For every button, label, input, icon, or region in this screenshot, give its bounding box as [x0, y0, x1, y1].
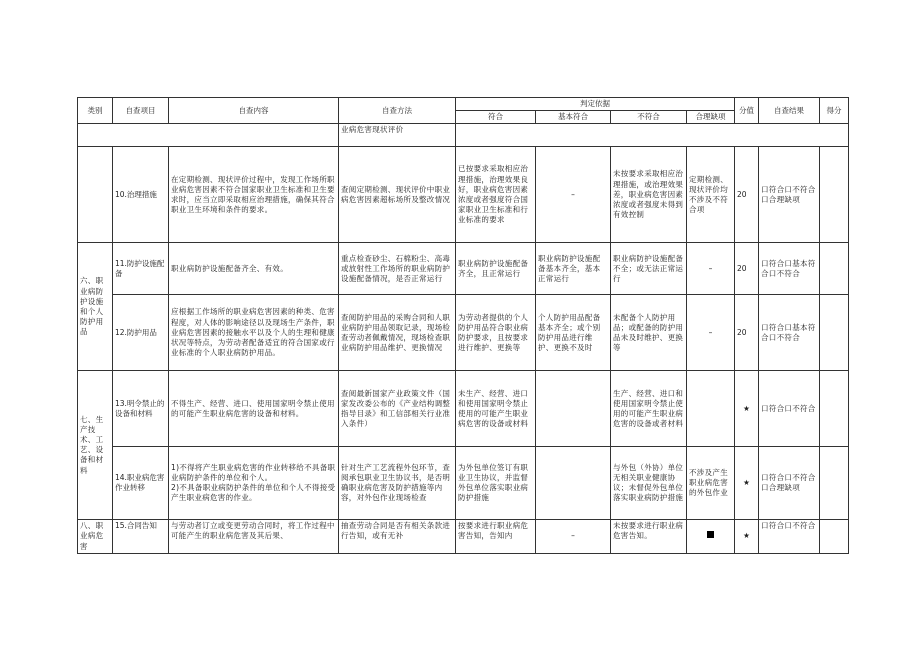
- self-inspection-table: [77, 97, 849, 554]
- row-nonconform: 职业病防护设施配备不全；或无法正常运行: [611, 243, 687, 295]
- row-item: 15.合同告知: [113, 520, 169, 553]
- row-points: [820, 371, 849, 447]
- header-reasonable-missing: 合理缺项: [687, 111, 735, 124]
- header-category: 类别: [78, 98, 113, 124]
- row-method: 重点检查砂尘、石棉粉尘、高毒或放射性工作场所的职业病防护设施配备情况，是否正常运行: [339, 243, 456, 295]
- row-reasonable-missing: [687, 371, 735, 447]
- row-reasonable-missing: –: [687, 243, 735, 295]
- row-method: 查阅防护用品的采购合同和人职业病防护用品领取记录，现场检查劳动者佩戴情况，现场检查职业病防护用品维护、更换情况: [339, 295, 456, 371]
- continuation-blank-right: [456, 124, 849, 147]
- row-content: 与劳动者订立或变更劳动合同时，将工作过程中可能产生的职业病危害及其后果、: [169, 520, 339, 553]
- header-conform: 符合: [456, 111, 536, 124]
- row-nonconform: 与外包（外协）单位无相关职业健康协议；未督促外包单位落实职业病防护措施: [611, 447, 687, 520]
- row-nonconform: 未配备个人防护用品；或配备的防护用品未及时维护、更换等: [611, 295, 687, 371]
- row-points: [820, 243, 849, 295]
- row-content: 不得生产、经营、进口、使用国家明令禁止使用的可能产生职业病危害的设备和材料。: [169, 371, 339, 447]
- row-item: 14.职业病危害作业转移: [113, 447, 169, 520]
- header-score: 分值: [735, 98, 759, 124]
- black-square-mark: [707, 531, 714, 538]
- row-conform: 按要求进行职业病危害告知，告知内: [456, 520, 536, 553]
- row-content: [169, 447, 339, 520]
- row-result: 口符合口基本符合口不符合: [759, 295, 820, 371]
- row-item: 12.防护用品: [113, 295, 169, 371]
- row-content: 职业病防护设施配备齐全、有效。: [169, 243, 339, 295]
- category-cell-empty: [78, 147, 113, 243]
- row-score: 20: [735, 295, 759, 371]
- row-points: [820, 520, 849, 553]
- row-reasonable-missing: 定期检测、现状评价均不涉及不符合项: [687, 147, 735, 243]
- table-row: [78, 447, 849, 520]
- row-basic-conform: [536, 371, 611, 447]
- header-nonconform: 不符合: [611, 111, 687, 124]
- row-nonconform: 未按要求进行职业病危害告知。: [611, 520, 687, 553]
- row-basic-conform: 职业病防护设施配备基本齐全，基本正常运行: [536, 243, 611, 295]
- row-score: 20: [735, 147, 759, 243]
- continuation-blank: [78, 124, 339, 147]
- row-conform: 职业病防护设施配备齐全，且正常运行: [456, 243, 536, 295]
- row-result: 口符合口基本符合口不符合: [759, 243, 820, 295]
- row-score: 20: [735, 243, 759, 295]
- row-points: [820, 295, 849, 371]
- row-basic-conform: –: [536, 520, 611, 553]
- row-reasonable-missing: 不涉及产生职业病危害的外包作业: [687, 447, 735, 520]
- table-row: [78, 371, 849, 447]
- row-result: 口符合口不符合口合理缺项: [759, 147, 820, 243]
- row-method: 查阅最新国家产业政策文件（国家发改委公布的《产业结构调整指导目录》和工信部相关行业准入条件）: [339, 371, 456, 447]
- category-cell: 八、职业病危害: [78, 520, 113, 553]
- table-row: [78, 295, 849, 371]
- header-basic-conform: 基本符合: [536, 111, 611, 124]
- header-basis: 判定依据: [456, 98, 735, 111]
- row-result: 口符合口不符合: [759, 520, 820, 553]
- row-conform: 已按要求采取相应治理措施，治理效果良好，职业病危害因素浓度或者强度符合国家职业卫生标准和行业标准的要求: [456, 147, 536, 243]
- table-row: [78, 520, 849, 553]
- content-line: 1)不得将产生职业病危害的作业转移给不具备职业病防护条件的单位和个人。: [171, 463, 336, 483]
- row-method: 针对生产工艺流程外包环节，查阅承包职业卫生协议书，是否明确职业病危害及防护措施等内容，对外包作业现场检查: [339, 447, 456, 520]
- table-row: [78, 243, 849, 295]
- row-score-star: ★: [735, 447, 759, 520]
- header-content: 自查内容: [169, 98, 339, 124]
- row-reasonable-missing: –: [687, 295, 735, 371]
- category-cell: 六、职业病防护设施和个人防护用品: [78, 243, 113, 371]
- content-line: 2)不具备职业病防护条件的单位和个人不得接受产生职业病危害的作业。: [171, 483, 336, 503]
- row-item: 11.防护设施配备: [113, 243, 169, 295]
- row-score-star: ★: [735, 520, 759, 553]
- row-content: 在定期检测、现状评价过程中，发现工作场所职业病危害因素不符合国家职业卫生标准和卫生要求时，应当立即采取相应治理措施，确保其符合职业卫生环境和条件的要求。: [169, 147, 339, 243]
- row-reasonable-missing: [687, 520, 735, 553]
- row-nonconform: 未按要求采取相应治理措施，或治理效果差，职业病危害因素浓度或者强度未得到有效控制: [611, 147, 687, 243]
- row-score-star: ★: [735, 371, 759, 447]
- row-basic-conform: 个人防护用品配备基本齐全；或个别防护用品进行维护、更换不及时: [536, 295, 611, 371]
- row-conform: 未生产、经营、进口和使用国家明令禁止使用的可能产生职业病危害的设备或材料: [456, 371, 536, 447]
- row-basic-conform: –: [536, 147, 611, 243]
- row-points: [820, 147, 849, 243]
- row-result: 口符合口不符合口合理缺项: [759, 447, 820, 520]
- row-content: 应根据工作场所的职业病危害因素的种类、危害程度，对人体的影响途径以及现场生产条件，职业病危害因素的接触水平以及个人的生理和健康状况等特点，为劳动者配备适宜的符合国家或行业标准的个人职业病防护用品。: [169, 295, 339, 371]
- header-item: 自查项目: [113, 98, 169, 124]
- row-points: [820, 447, 849, 520]
- row-basic-conform: [536, 447, 611, 520]
- row-conform: 为外包单位签订有职业卫生协议，并监督外包单位落实职业病防护措施: [456, 447, 536, 520]
- continuation-method: 业病危害现状评价: [339, 124, 456, 147]
- category-cell: 七、生产技术、工艺、设备和材料: [78, 371, 113, 520]
- row-method: 查阅定期检测、现状评价中职业病危害因素超标场所及整改情况: [339, 147, 456, 243]
- row-conform: 为劳动者提供的个人防护用品符合职业病防护要求，且按要求进行维护、更换等: [456, 295, 536, 371]
- row-item: 13.明令禁止的设备和材料: [113, 371, 169, 447]
- header-method: 自查方法: [339, 98, 456, 124]
- header-result: 自查结果: [759, 98, 820, 124]
- row-nonconform: 生产、经营、进口和使用国家明令禁止使用的可能产生职业病危害的设备或者材料: [611, 371, 687, 447]
- row-result: 口符合口不符合: [759, 371, 820, 447]
- table-row: [78, 147, 849, 243]
- row-method: 抽查劳动合同是否有相关条款进行告知，或有无补: [339, 520, 456, 553]
- header-points: 得分: [820, 98, 849, 124]
- row-item: 10.治理措施: [113, 147, 169, 243]
